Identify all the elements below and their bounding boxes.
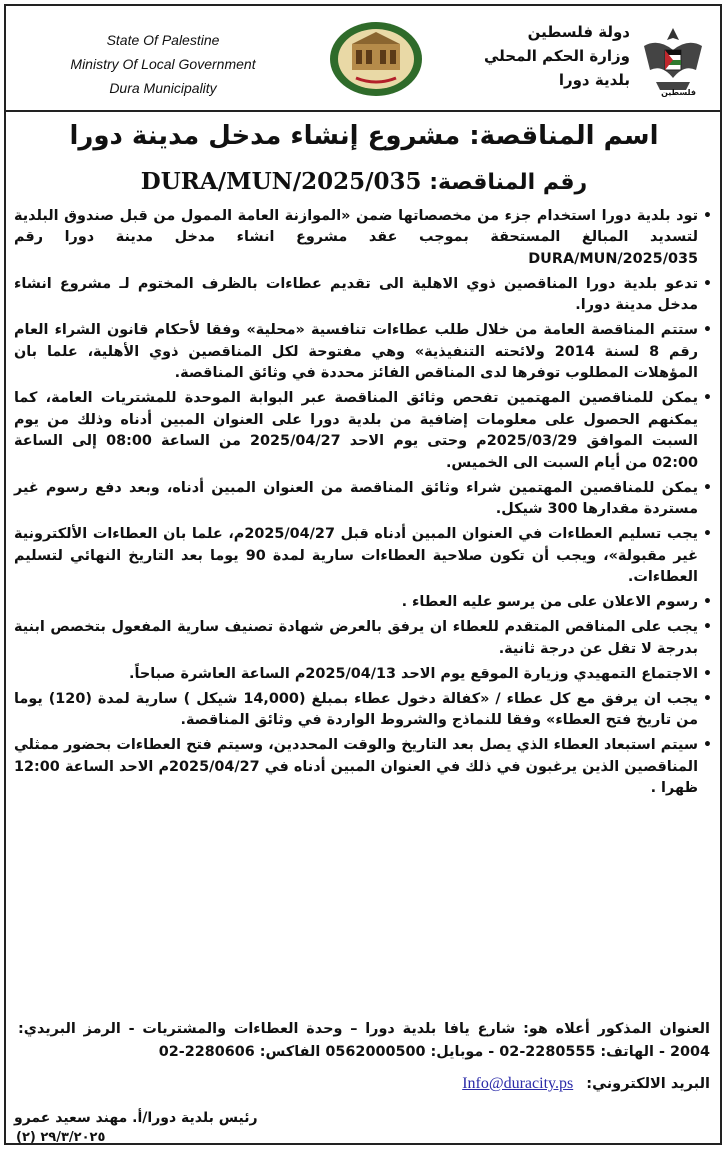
english-letterhead (18, 28, 308, 100)
publication-date: ٢٩/٣/٢٠٢٥ (٢) (16, 1130, 106, 1145)
emblem-caption: فلسطين (661, 88, 696, 97)
list-item: • يجب تسليم العطاءات في العنوان المبين أدناه قبل 2025/04/27م، علما بان العطاءات الألكترونية غير مقبولة»، ويجب أن تكون صلاحية العطاءات سارية لمدة 90 يوما بعد التاريخ النهائي لتسليم العطاءات. (14, 524, 698, 588)
tender-conditions-list (14, 206, 714, 803)
list-item: • يمكن للمناقصين المهتمين شراء وثائق المناقصة من العنوان المبين أدناه، وبعد دفع رسوم غير مستردة مقدارها 300 شيكل. (14, 478, 698, 521)
ministry-name-ar: وزارة الحكم المحلي (483, 47, 630, 65)
list-item: • رسوم الاعلان على من يرسو عليه العطاء . (14, 592, 698, 613)
letterhead (6, 6, 722, 112)
municipality-logo-icon (326, 20, 426, 98)
tender-number (20, 164, 708, 201)
state-name-en: State Of Palestine (106, 32, 220, 48)
list-item: • يمكن للمناقصين المهتمين تفحص وثائق المناقصة عبر البوابة الموحدة للمشتريات العامة، كما يمكنهم الحصول على معلومات إضافية من بلدية دورا على العنوان المبين أدناه وذلك من يوم السبت الموافق 2025/03/29م وحتى يوم الاحد 2025/04/27 من الساعة 08:00 إلى الساعة 02:00 من أيام السبت الى الخميس. (14, 388, 698, 474)
tender-number-label: رقم المناقصة: (429, 170, 588, 195)
arabic-letterhead (420, 20, 630, 92)
mayor-signature: رئيس بلدية دورا/أ. مهند سعيد عمرو (14, 1110, 258, 1126)
list-item: • سيتم استبعاد العطاء الذي يصل بعد التاريخ والوقت المحددين، وسيتم فتح العطاءات بحضور ممثلي المناقصين الذين يرغبون في ذلك في العنوان المبين أدناه في 2025/04/27م الاحد الساعة 12:00 ظهرا . (14, 735, 698, 799)
list-item: • الاجتماع التمهيدي وزيارة الموقع يوم الاحد 2025/04/13م الساعة العاشرة صباحاً. (14, 664, 698, 685)
tender-title: اسم المناقصة: مشروع إنشاء مدخل مدينة دورا (69, 121, 659, 151)
contact-address: العنوان المذكور أعلاه هو: شارع يافا بلدية دورا – وحدة العطاءات والمشتريات - الرمز البريدي: 2004 - الهاتف: 2280555-02 - موبايل: 0562000500 الفاكس: 2280606-02 (18, 1021, 710, 1060)
list-item: • يجب على المناقص المتقدم للعطاء ان يرفق بالعرض شهادة تصنيف سارية المفعول بتخصص ابنية بدرجة لا تقل عن درجة ثانية. (14, 617, 698, 660)
ministry-name-en: Ministry Of Local Government (70, 56, 256, 72)
state-name-ar: دولة فلسطين (527, 23, 630, 41)
municipality-name-en: Dura Municipality (109, 80, 217, 96)
list-item: • تدعو بلدية دورا المناقصين ذوي الاهلية الى تقديم عطاءات بالظرف المختوم لـ مشروع انشاء مدخل مدينة دورا. (14, 274, 698, 317)
list-item: • تود بلدية دورا استخدام جزء من مخصصاتها ضمن «الموازنة العامة الممول من قبل صندوق البلدية لتسديد المبالغ المستحقة بموجب عقد مشروع انشاء مدخل مدينة دورا رقم DURA/MUN/2025/035 (14, 206, 698, 270)
email-line (462, 1075, 710, 1093)
list-item: • ستتم المناقصة العامة من خلال طلب عطاءات تنافسية «محلية» وفقا لأحكام قانون الشراء العام رقم 8 لسنة 2014 ولائحته التنفيذية» وهي مفتوحة لكل المناقصين ذوي الأهلية، علما بان المؤهلات المطلوب توفرها لدى المناقص الفائز محددة في وثائق المناقصة. (14, 320, 698, 384)
email-label: البريد الالكتروني: (586, 1076, 710, 1092)
email-link[interactable]: Info@duracity.ps (462, 1075, 574, 1092)
list-item: • يجب ان يرفق مع كل عطاء / «كفالة دخول عطاء بمبلغ (14,000 شيكل ) سارية لمدة (120) يوما من تاريخ فتح العطاء» وفقا للنماذج والشروط الواردة في وثائق المناقصة. (14, 689, 698, 732)
tender-number-code: DURA/MUN/2025/035 (140, 168, 422, 195)
municipality-name-ar: بلدية دورا (558, 71, 630, 89)
